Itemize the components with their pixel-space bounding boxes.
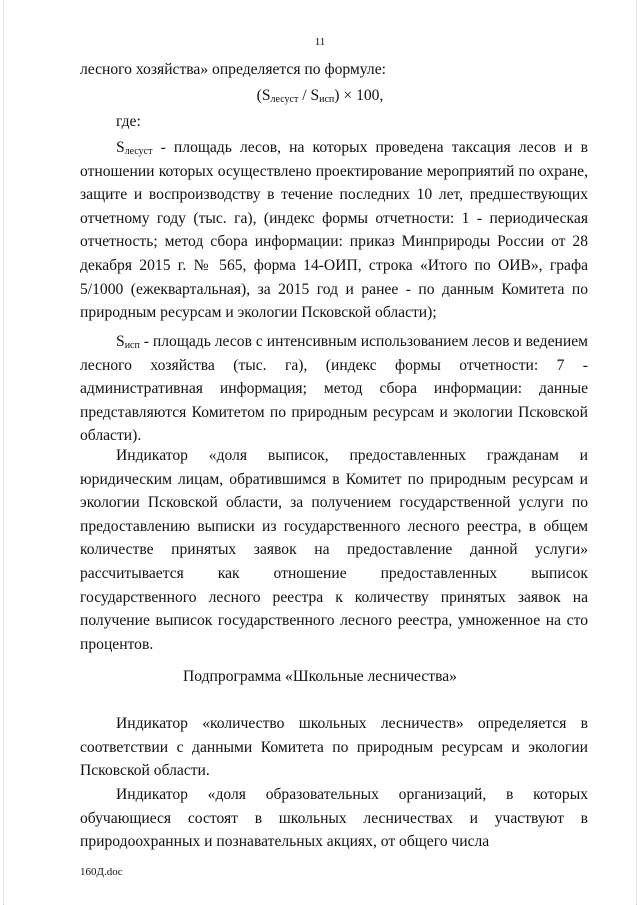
subprogram-heading: Подпрограмма «Школьные лесничества» <box>183 668 457 685</box>
definition-s-lesust: $S_{лесуст}$ - площадь лесов, на которых проведена таксация лесов и в отношении которых осуществлено проектирование мероприятий по охране, защите и воспроизводству в течение последних 10 лет, предшествующих отчетному году (тыс. га), (индекс формы отчетности: 1 - периодическая отчетность; метод сбора информации: приказ Минприроды России от 28 декабря 2015 г. № 565, форма 14-ОИП, строка «Итого по ОИВ», графа 5/1000 (ежеквартальная), за 2015 год и ранее - по данным Комитета по природным ресурсам и экологии Псковской области); <box>80 139 588 322</box>
formula: $(S_{лесуст} / S_{исп}) \times 100$, <box>256 87 384 105</box>
footer-filename: 160Д.doc <box>80 866 123 878</box>
paragraph-indicator-share: Индикатор «доля образовательных организаций, в которых обучающиеся состоят в школьных лесничествах и участвуют в природоохранных и познавательных акциях, от общего числа <box>80 786 588 851</box>
intro-line: лесного хозяйства» определяется по формуле: <box>80 61 386 78</box>
definition-s-isp: $S_{исп}$ - площадь лесов с интенсивным использованием лесов и ведением лесного хозяйства (тыс. га), (индекс формы отчетности: 7 - административная информация; метод сбора информации: данные представляются Комитетом по природным ресурсам и экологии Псковской области). <box>80 333 588 445</box>
where-label: где: <box>116 113 141 130</box>
scan-edge-right <box>636 0 638 905</box>
scan-edge-left <box>3 0 5 905</box>
page-number: 11 <box>314 36 326 48</box>
paragraph-indicator-extracts: Индикатор «доля выписок, предоставленных гражданам и юридическим лицам, обратившимся в Комитет по природным ресурсам и экологии Псковской области, за получением государственной услуги по предоставлению выписки из государственного лесного реестра, в общем количестве принятых заявок на предоставление данной услуги» рассчитывается как отношение предоставленных выписок государственного лесного реестра к количеству принятых заявок на получение выписок государственного лесного реестра, умноженное на сто процентов. <box>80 447 588 653</box>
paragraph-indicator-school-forestries: Индикатор «количество школьных лесничеств» определяется в соответствии с данными Комитета по природным ресурсам и экологии Псковской области. <box>80 715 588 780</box>
